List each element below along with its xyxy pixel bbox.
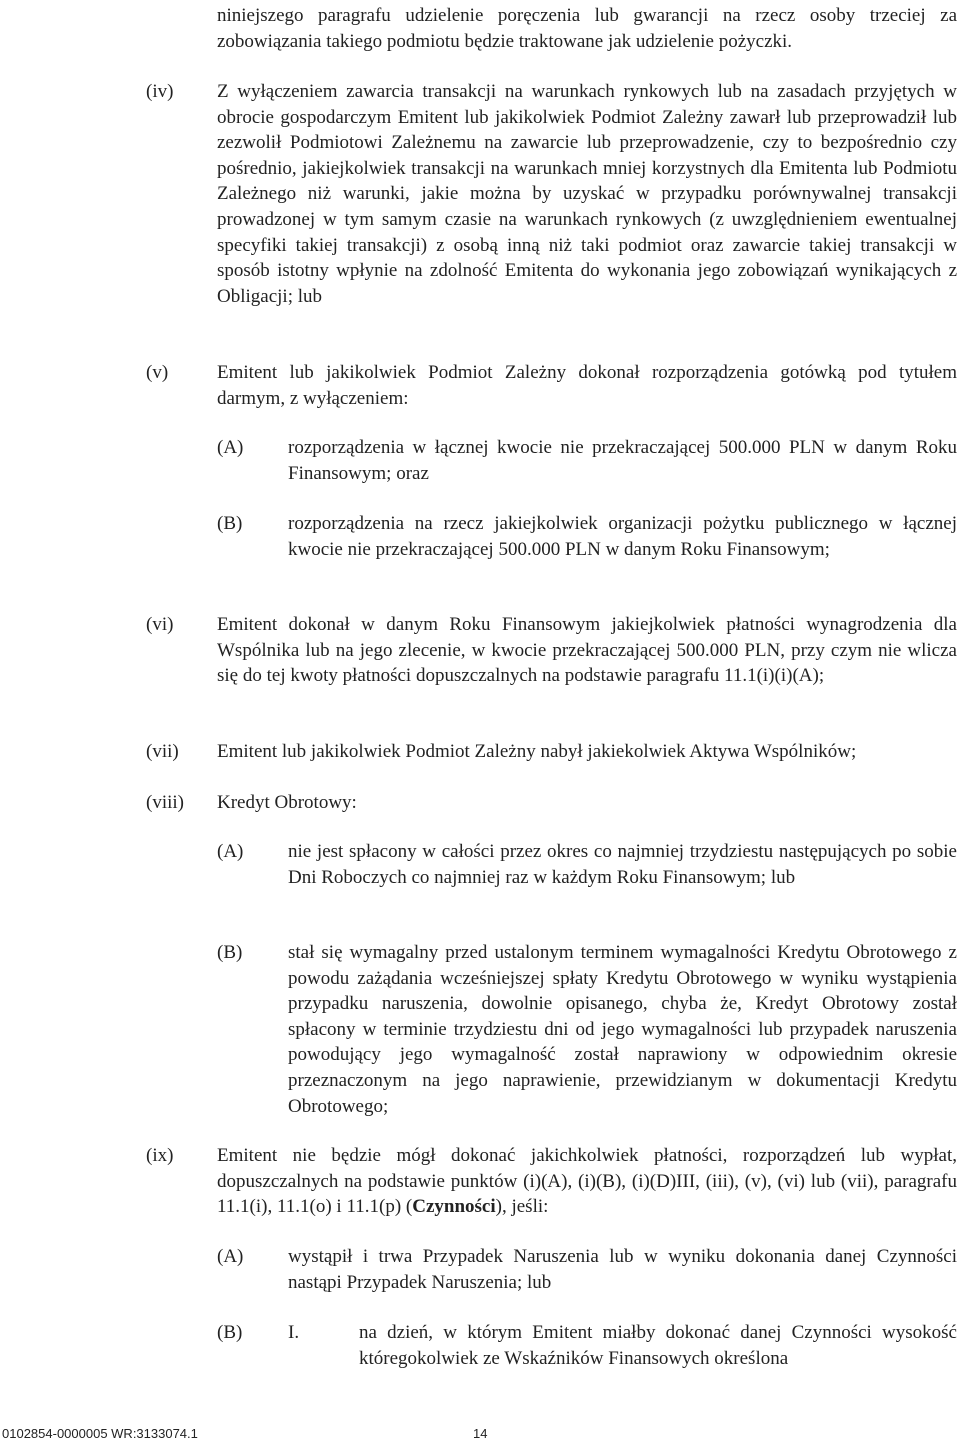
item-text-ix-before: Emitent nie będzie mógł dokonać jakichkolwiek płatności, rozporządzeń lub wypłat, dopuszczalnych na podstawie punktów (i)(A), (i)(B), (i)(D)III, (iii), (v), (vi) lub (vii), paragrafu 11.1(i), 11.1(o) i 11.1(p) (: [217, 1145, 957, 1218]
footer-doc-reference: 0102854-0000005 WR:3133074.1: [2, 1426, 198, 1441]
footer-page-number: 14: [473, 1426, 488, 1441]
item-text-viii: Kredyt Obrotowy:: [217, 792, 357, 813]
item-text-v: Emitent lub jakikolwiek Podmiot Zależny dokonał rozporządzenia gotówką pod tytułem darmym, z wyłączeniem:: [217, 362, 957, 409]
subitem-text-v-a: rozporządzenia w łącznej kwocie nie przekraczającej 500.000 PLN w danym Roku Finansowym; oraz: [288, 437, 957, 484]
continuation-paragraph: niniejszego paragrafu udzielenie poręczenia lub gwarancji na rzecz osoby trzeciej za zobowiązania takiego podmiotu będzie traktowane jak udzielenie pożyczki.: [217, 5, 957, 52]
item-label-ix: (ix): [146, 1145, 174, 1166]
item-label-vii: (vii): [146, 741, 179, 762]
subitem-label-v-b: (B): [217, 513, 243, 534]
subitem-text-ix-a: wystąpił i trwa Przypadek Naruszenia lub w wyniku dokonania danej Czynności nastąpi Przypadek Naruszenia; lub: [288, 1246, 957, 1293]
item-label-iv: (iv): [146, 81, 174, 102]
item-text-ix: [217, 1143, 957, 1220]
item-text-iv: Z wyłączeniem zawarcia transakcji na warunkach rynkowych lub na zasadach przyjętych w obrocie gospodarczym Emitent lub jakikolwiek Podmiot Zależny zawarł lub przeprowadził lub zezwolił Podmiotowi Zależnemu na zawarcie lub przeprowadzenie, czy to bezpośrednio czy pośrednio, jakiejkolwiek transakcji na warunkach mniej korzystnych dla Emitenta lub Podmiotu Zależnego niż warunki, jakie można by uzyskać w przypadku porównywalnej transakcji prowadzonej w tym samym czasie na warunkach rynkowych (z uwzględnieniem ewentualnej specyfiki takiej transakcji) z osobą inną niż taki podmiot oraz zawarcie takiej transakcji w sposób istotny wpłynie na zdolność Emitenta do wykonania jego zobowiązań wynikających z Obligacji; lub: [217, 81, 957, 307]
subitem-sublabel-ix-b-i: I.: [288, 1322, 300, 1343]
item-label-viii: (viii): [146, 792, 184, 813]
subitem-label-ix-a: (A): [217, 1246, 244, 1267]
subitem-label-viii-a: (A): [217, 841, 244, 862]
item-text-vi: Emitent dokonał w danym Roku Finansowym jakiejkolwiek płatności wynagrodzenia dla Wspólnika lub na jego zlecenie, w kwocie przekraczającej 500.000 PLN, przy czym nie wlicza się do tej kwoty płatności dopuszczalnych na podstawie paragrafu 11.1(i)(i)(A);: [217, 614, 957, 687]
subitem-label-viii-b: (B): [217, 942, 243, 963]
subitem-text-v-b: rozporządzenia na rzecz jakiejkolwiek organizacji pożytku publicznego w łącznej kwocie nie przekraczającej 500.000 PLN w danym Roku Finansowym;: [288, 513, 957, 560]
item-label-vi: (vi): [146, 614, 174, 635]
item-text-ix-after: ), jeśli:: [495, 1196, 549, 1218]
subitem-label-v-a: (A): [217, 437, 244, 458]
subitem-label-ix-b: (B): [217, 1322, 243, 1343]
defined-term-czynnosci: Czynności: [412, 1196, 496, 1218]
subitem-text-ix-b-i: na dzień, w którym Emitent miałby dokonać danej Czynności wysokość któregokolwiek ze Wskaźników Finansowych określona: [359, 1322, 957, 1369]
item-label-v: (v): [146, 362, 169, 383]
subitem-text-viii-b: stał się wymagalny przed ustalonym terminem wymagalności Kredytu Obrotowego z powodu zażądania wcześniejszej spłaty Kredytu Obrotowego w wyniku wystąpienia przypadku naruszenia, dowolnie opisanego, chyba że, Kredyt Obrotowy został spłacony w terminie trzydziestu dni od jego wymagalności lub przypadek naruszenia powodujący jego wymagalność został naprawiony w odpowiednim okresie przeznaczonym na jego naprawienie, przewidzianym w dokumentacji Kredytu Obrotowego;: [288, 942, 957, 1117]
item-text-vii: Emitent lub jakikolwiek Podmiot Zależny nabył jakiekolwiek Aktywa Wspólników;: [217, 741, 857, 762]
subitem-text-viii-a: nie jest spłacony w całości przez okres co najmniej trzydziestu następujących po sobie Dni Roboczych co najmniej raz w każdym Roku Finansowym; lub: [288, 841, 957, 888]
